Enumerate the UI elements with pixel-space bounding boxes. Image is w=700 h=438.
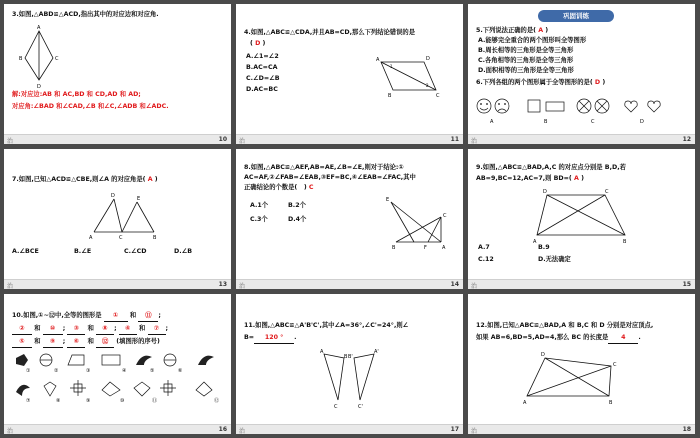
footer-logo: 治 <box>7 138 14 144</box>
quadrilateral-diagram <box>533 189 633 244</box>
slide-10[interactable] <box>4 4 231 144</box>
answer: D <box>594 79 601 86</box>
shape-label-12: ⑫ <box>214 398 220 404</box>
question-4: 4.如图,△ABC≌△CDA,并且AB=CD,那么下列结论错误的是 <box>244 29 415 36</box>
svg-text:D: D <box>426 56 430 62</box>
svg-text:C: C <box>436 93 440 99</box>
svg-text:B: B <box>153 235 157 241</box>
svg-text:D: D <box>37 84 41 90</box>
shape-pairs-diagram <box>476 96 686 126</box>
svg-text:E: E <box>137 196 141 202</box>
question-8-line-3: 正确结论的个数是( ) C <box>244 184 314 191</box>
svg-text:C: C <box>443 213 447 219</box>
svg-text:B: B <box>623 239 627 245</box>
question-10-text: 10.如图,①~⑫中,全等的图形是 <box>12 312 102 319</box>
pair-3a: ③ <box>67 324 85 335</box>
slide-15[interactable] <box>468 149 695 289</box>
slide-number: 11 <box>450 136 459 143</box>
svg-text:C: C <box>613 362 617 368</box>
option-a: A.∠1=∠2 <box>246 53 279 60</box>
question-10-line-3: ⑤ 和 ⑨ ; ⑥ 和 ⑫ (填图形的序号) <box>12 337 160 348</box>
slide-footer <box>236 279 463 289</box>
svg-text:A: A <box>320 349 324 355</box>
answer: A <box>574 175 579 182</box>
svg-text:A: A <box>376 57 380 63</box>
kite-diagram <box>19 25 59 90</box>
question-6: 6.下列各组的两个图形属于全等图形的是( D ) <box>476 79 606 86</box>
question-11-text: B= <box>244 334 255 341</box>
svg-text:A: A <box>37 25 41 31</box>
question-12-line-1: 12.如图,已知△ABC≌△BAD,A 和 B,C 和 D 分别是对应顶点, <box>476 322 654 329</box>
svg-text:D: D <box>111 193 115 199</box>
slide-footer <box>236 424 463 434</box>
shape-label-c: C <box>591 119 595 125</box>
quadrilateral-diagram <box>523 352 623 407</box>
svg-text:A: A <box>442 245 446 251</box>
option-c: C.∠CD <box>124 248 147 255</box>
shape-label-2: ② <box>54 368 59 374</box>
svg-text:B': B' <box>348 354 353 360</box>
shape-label-5: ⑤ <box>150 368 155 374</box>
footer-logo: 治 <box>471 283 478 289</box>
answer: C <box>308 184 314 191</box>
option-b: B.∠E <box>74 248 92 255</box>
slide-18[interactable] <box>468 294 695 434</box>
question-9-line-2: AB=9,BC=12,AC=7,则 BD=( A ) <box>476 175 584 182</box>
footer-logo: 治 <box>239 138 246 144</box>
question-12-text: 如果 AB=6,BD=5,AD=4,那么 BC 的长度是 <box>476 334 609 341</box>
shape-label-a: A <box>490 119 494 125</box>
footer-logo: 治 <box>239 428 246 434</box>
svg-text:A: A <box>523 400 527 406</box>
answer: A <box>538 27 544 34</box>
slide-16[interactable] <box>4 294 231 434</box>
question-9-text: AB=9,BC=12,AC=7,则 BD= <box>476 175 569 182</box>
slide-number: 14 <box>450 281 459 288</box>
svg-text:1: 1 <box>390 64 393 69</box>
answer: D <box>255 40 261 47</box>
question-7-text: 7.如图,已知△ACD≌△CBE,则∠A 的对应角是 <box>12 176 143 183</box>
svg-text:A: A <box>533 239 537 245</box>
pair-6b: ⑫ <box>96 337 114 348</box>
slide-number: 17 <box>450 426 459 433</box>
option-c: C.3个 <box>250 216 268 223</box>
shape-label-4: ④ <box>122 368 127 374</box>
option-d: D.AC=BC <box>246 86 278 93</box>
shape-label-b: B <box>544 119 548 125</box>
footer-logo: 治 <box>7 283 14 289</box>
slide-footer <box>468 424 695 434</box>
svg-text:A': A' <box>374 349 379 355</box>
shape-label-9: ⑨ <box>86 398 91 404</box>
question-7: 7.如图,已知△ACD≌△CBE,则∠A 的对应角是( A ) <box>12 176 158 183</box>
svg-text:D: D <box>543 189 547 195</box>
answer: 4 <box>608 333 638 344</box>
question-12-line-2: 如果 AB=6,BD=5,AD=4,那么 BC 的长度是 4 . <box>476 333 641 344</box>
slide-number: 12 <box>682 136 691 143</box>
solution-line-2: 对应角:∠BAD 和∠CAD,∠B 和∠C,∠ADB 和∠ADC. <box>12 103 169 110</box>
footer-logo: 治 <box>471 428 478 434</box>
pair-5b: ⑨ <box>43 337 63 348</box>
pair-6a: ⑥ <box>67 337 85 348</box>
question-8-line-1: 8.如图,△ABC≌△AEF,AB=AE,∠B=∠E,则对于结论:① <box>244 164 404 171</box>
option-d: D.4个 <box>288 216 307 223</box>
question-3: 3.如图,△ABD≌△ACD,指出其中的对应边和对应角. <box>12 11 159 18</box>
slide-17[interactable] <box>236 294 463 434</box>
shape-label-11: ⑪ <box>152 398 158 404</box>
option-b: B.AC=CA <box>246 64 278 71</box>
footer-logo: 治 <box>239 283 246 289</box>
parallelogram-diagram <box>376 54 446 99</box>
option-d: D.无法确定 <box>538 256 571 263</box>
question-10-tail: (填图形的序号) <box>116 338 160 345</box>
question-9-line-1: 9.如图,△ABC≌△BAD,A,C 的对应点分别是 B,D,若 <box>476 164 626 171</box>
footer-logo: 治 <box>471 138 478 144</box>
svg-text:B: B <box>388 93 392 99</box>
pair-5a: ⑤ <box>12 337 32 348</box>
slide-footer <box>4 279 231 289</box>
option-b: B.9 <box>538 244 550 251</box>
option-c: C.各角相等的三角形是全等三角形 <box>478 57 574 64</box>
svg-text:C: C <box>55 56 59 62</box>
shape-label-10: ⑩ <box>120 398 125 404</box>
answer: A <box>147 176 153 183</box>
footer-logo: 治 <box>7 428 14 434</box>
slide-number: 18 <box>682 426 691 433</box>
svg-text:B: B <box>392 245 396 251</box>
question-6-text: 6.下列各组的两个图形属于全等图形的是 <box>476 79 590 86</box>
pair-2a: ② <box>12 324 32 335</box>
svg-text:C: C <box>605 189 609 195</box>
slide-13[interactable] <box>4 149 231 289</box>
pair-4a: ④ <box>119 324 137 335</box>
pair-3b: ⑧ <box>96 324 114 335</box>
svg-text:C: C <box>119 235 123 241</box>
question-8-text: 正确结论的个数是 <box>244 184 295 191</box>
shape-label-8: ⑧ <box>56 398 61 404</box>
triangles-diagram <box>386 197 456 257</box>
svg-text:C': C' <box>358 404 363 410</box>
shapes-grid-diagram <box>12 352 222 422</box>
slide-footer <box>4 134 231 144</box>
svg-text:D: D <box>541 352 545 358</box>
option-a: A.∠BCE <box>12 248 39 255</box>
slide-footer <box>236 134 463 144</box>
option-a: A.1个 <box>250 202 269 209</box>
option-c: C.∠D=∠B <box>246 75 280 82</box>
slide-12[interactable] <box>468 4 695 144</box>
slide-number: 13 <box>218 281 227 288</box>
triangles-diagram <box>89 194 159 244</box>
slide-11[interactable] <box>236 4 463 144</box>
svg-text:B: B <box>19 56 23 62</box>
option-b: B.周长相等的三角形是全等三角形 <box>478 47 574 54</box>
pair-1a: ① <box>104 311 128 322</box>
shape-label-1: ① <box>26 368 31 374</box>
pair-1b: ⑪ <box>138 311 158 322</box>
slide-number: 10 <box>218 136 227 143</box>
slide-number: 16 <box>218 426 227 433</box>
question-10-line-2: ② 和 ⑩ ; ③ 和 ⑧ ; ④ 和 ⑦ ; <box>12 324 168 335</box>
svg-text:F: F <box>424 245 427 251</box>
shape-label-6: ⑥ <box>178 368 183 374</box>
shape-label-3: ③ <box>86 368 91 374</box>
option-d: D.∠B <box>174 248 193 255</box>
shape-label-d: D <box>640 119 644 125</box>
option-a: A.能够完全重合的两个图形叫全等图形 <box>478 37 587 44</box>
section-badge: 巩固训练 <box>538 10 614 22</box>
svg-text:B: B <box>609 400 613 406</box>
svg-text:A: A <box>89 235 93 241</box>
question-5: 5.下列说法正确的是( A ) <box>476 27 549 34</box>
option-c: C.12 <box>478 256 494 263</box>
question-10-line-1: 10.如图,①~⑫中,全等的图形是 ① 和 ⑪ ; <box>12 311 161 322</box>
answer-paren: ( D ) <box>250 40 266 47</box>
pair-2b: ⑩ <box>43 324 63 335</box>
shape-label-7: ⑦ <box>26 398 31 404</box>
slide-footer <box>468 134 695 144</box>
slide-number: 15 <box>682 281 691 288</box>
option-b: B.2个 <box>288 202 306 209</box>
question-11-line-1: 11.如图,△ABC≌△A'B'C',其中∠A=36°,∠C'=24°,则∠ <box>244 322 409 329</box>
pair-4b: ⑦ <box>148 324 166 335</box>
triangles-diagram <box>320 350 380 410</box>
svg-text:C: C <box>334 404 338 410</box>
option-a: A.7 <box>478 244 490 251</box>
svg-text:E: E <box>386 197 390 203</box>
question-5-text: 5.下列说法正确的是 <box>476 27 534 34</box>
slide-footer <box>468 279 695 289</box>
answer: 120 ° <box>254 333 294 344</box>
question-11-line-2: B= 120 ° . <box>244 333 296 344</box>
svg-text:B: B <box>344 354 348 360</box>
svg-text:2: 2 <box>426 83 429 88</box>
slide-footer <box>4 424 231 434</box>
question-8-line-2: AC=AF,②∠FAB=∠EAB,③EF=BC,④∠EAB=∠FAC,其中 <box>244 174 416 181</box>
slide-14[interactable] <box>236 149 463 289</box>
option-d: D.面积相等的三角形是全等三角形 <box>478 67 574 74</box>
solution-line-1: 解:对应边:AB 和 AC,BD 和 CD,AD 和 AD; <box>12 91 141 98</box>
